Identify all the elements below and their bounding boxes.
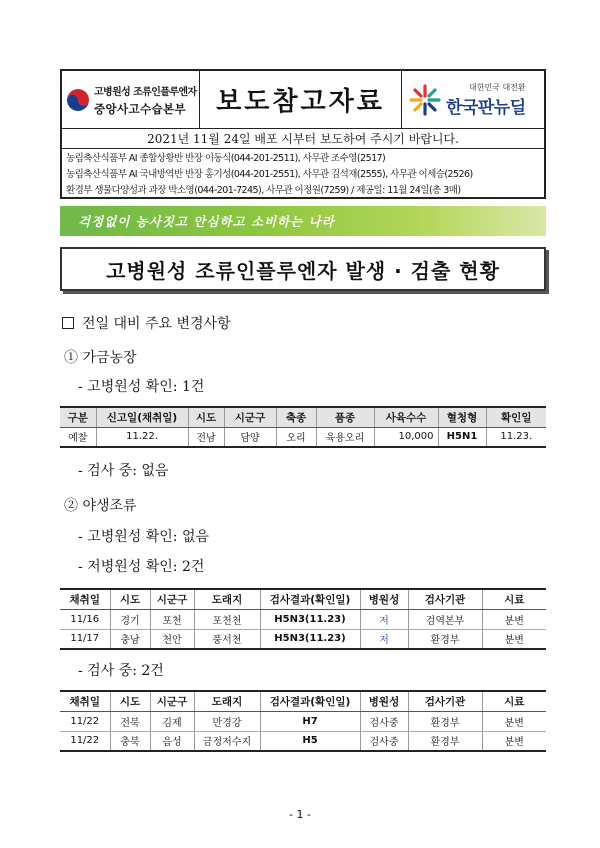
poultry-testing: - 검사 중: 없음: [78, 463, 169, 479]
table-cell: 포천천: [194, 609, 260, 629]
table-header-row: [60, 691, 546, 711]
wild-high-path: - 고병원성 확인: 없음: [78, 529, 209, 545]
table-header-cell: 검사결과(확인일): [260, 691, 360, 711]
slogan-text: 걱정없이 농사짓고 안심하고 소비하는 나라: [78, 214, 335, 229]
table-cell: 충북: [110, 731, 150, 751]
table-cell: 저: [360, 609, 408, 629]
table-cell: 만경강: [194, 711, 260, 731]
org-text: [94, 83, 197, 117]
newdeal-big: 한국판뉴딜: [446, 97, 526, 118]
slogan-banner: [60, 206, 546, 236]
newdeal-text: [446, 82, 526, 118]
table-cell: 10,000: [374, 427, 438, 447]
table-row: [60, 629, 546, 649]
table-header-row: [60, 589, 546, 609]
table-cell: 천안: [150, 629, 194, 649]
table-cell: 전남: [188, 427, 224, 447]
main-title: 고병원성 조류인플루엔자 발생 · 검출 현황: [60, 247, 546, 291]
wild-low-path-table: [60, 588, 546, 650]
section-heading: [62, 313, 231, 333]
table-header-cell: 확인일: [486, 407, 546, 427]
table-row: [60, 731, 546, 751]
org-cell: [62, 71, 200, 128]
wild-testing: - 검사 중: 2건: [78, 663, 164, 679]
table-cell: 11/17: [60, 629, 110, 649]
newdeal-burst-icon: [408, 83, 442, 117]
table-cell: 분변: [482, 629, 546, 649]
table-cell: 포천: [150, 609, 194, 629]
page-number: - 1 -: [289, 808, 311, 821]
poultry-table: [60, 406, 546, 448]
org-line1: 고병원성 조류인플루엔자: [94, 86, 197, 98]
poultry-heading: ① 가금농장: [64, 350, 137, 366]
table-header-cell: 혈청형: [438, 407, 486, 427]
table-header-cell: 도래지: [194, 589, 260, 609]
table-cell: 김제: [150, 711, 194, 731]
table-cell: 분변: [482, 711, 546, 731]
table-header-cell: 채취일: [60, 589, 110, 609]
table-cell: 11/22: [60, 731, 110, 751]
table-cell: 검사중: [360, 711, 408, 731]
release-note: 2021년 11월 24일 배포 시부터 보도하여 주시기 바랍니다.: [62, 129, 544, 149]
press-header: [60, 69, 546, 199]
table-cell: 검역본부: [408, 609, 482, 629]
table-header-cell: 채취일: [60, 691, 110, 711]
table-cell: 오리: [276, 427, 316, 447]
table-header-cell: 시군구: [150, 691, 194, 711]
table-cell: 환경부: [408, 629, 482, 649]
table-header-row: [60, 407, 546, 427]
table-cell: H5: [260, 731, 360, 751]
table-row: [60, 609, 546, 629]
table-cell: 검사중: [360, 731, 408, 751]
table-header-cell: 시도: [188, 407, 224, 427]
contact-line: 농림축산식품부 AI 종합상황반 반장 이동식(044-201-2511), 사무관 조수영(2517): [66, 153, 386, 164]
table-header-cell: 축종: [276, 407, 316, 427]
table-cell: 풍서천: [194, 629, 260, 649]
table-cell: H5N1: [438, 427, 486, 447]
table-header-cell: 도래지: [194, 691, 260, 711]
table-cell: 11/16: [60, 609, 110, 629]
contact-line: 환경부 생물다양성과 과장 박소영(044-201-7245), 사무관 이정원(7259) / 제공일: 11월 24일(총 3매): [66, 185, 461, 196]
table-header-cell: 시군구: [224, 407, 276, 427]
table-cell: 11/22: [60, 711, 110, 731]
table-cell: 환경부: [408, 711, 482, 731]
table-header-cell: 구분: [60, 407, 96, 427]
table-header-cell: 시도: [110, 691, 150, 711]
poultry-confirmed: - 고병원성 확인: 1건: [78, 379, 205, 395]
header-top-row: [62, 71, 544, 129]
checkbox-square-icon: [62, 317, 74, 329]
table-cell: 분변: [482, 609, 546, 629]
table-cell: 담양: [224, 427, 276, 447]
table-cell: 전북: [110, 711, 150, 731]
table-cell: H5N3(11.23): [260, 629, 360, 649]
table-header-cell: 검사결과(확인일): [260, 589, 360, 609]
table-cell: 환경부: [408, 731, 482, 751]
table-header-cell: 시료: [482, 589, 546, 609]
section-heading-text: 전일 대비 주요 변경사항: [82, 316, 231, 332]
doc-type-title: 보도참고자료: [200, 71, 402, 128]
table-header-cell: 품종: [316, 407, 374, 427]
contacts-block: [62, 149, 544, 201]
table-header-cell: 병원성: [360, 691, 408, 711]
government-emblem-icon: [66, 88, 90, 112]
table-header-cell: 시료: [482, 691, 546, 711]
table-cell: 11.23.: [486, 427, 546, 447]
newdeal-logo: [402, 71, 544, 128]
table-row: [60, 711, 546, 731]
table-header-cell: 병원성: [360, 589, 408, 609]
table-header-cell: 시도: [110, 589, 150, 609]
table-header-cell: 검사기관: [408, 589, 482, 609]
org-line2: 중앙사고수습본부: [94, 101, 187, 116]
wild-heading: ② 야생조류: [64, 498, 137, 514]
table-header-cell: 시군구: [150, 589, 194, 609]
table-cell: 분변: [482, 731, 546, 751]
table-cell: 충남: [110, 629, 150, 649]
table-cell: H7: [260, 711, 360, 731]
newdeal-small: 대한민국 대전환: [468, 82, 526, 92]
wild-testing-table: [60, 690, 546, 752]
table-cell: H5N3(11.23): [260, 609, 360, 629]
table-cell: 저: [360, 629, 408, 649]
table-cell: 금정저수지: [194, 731, 260, 751]
wild-low-path: - 저병원성 확인: 2건: [78, 559, 205, 575]
table-row: [60, 427, 546, 447]
table-cell: 경기: [110, 609, 150, 629]
table-cell: 육용오리: [316, 427, 374, 447]
contact-line: 농림축산식품부 AI 국내방역반 반장 홍기성(044-201-2551), 사무관 김석재(2555), 사무관 이세승(2526): [66, 169, 473, 180]
table-cell: 음성: [150, 731, 194, 751]
table-header-cell: 사육수수: [374, 407, 438, 427]
table-cell: 예찰: [60, 427, 96, 447]
table-header-cell: 신고일(채취일): [96, 407, 188, 427]
table-cell: 11.22.: [96, 427, 188, 447]
table-header-cell: 검사기관: [408, 691, 482, 711]
